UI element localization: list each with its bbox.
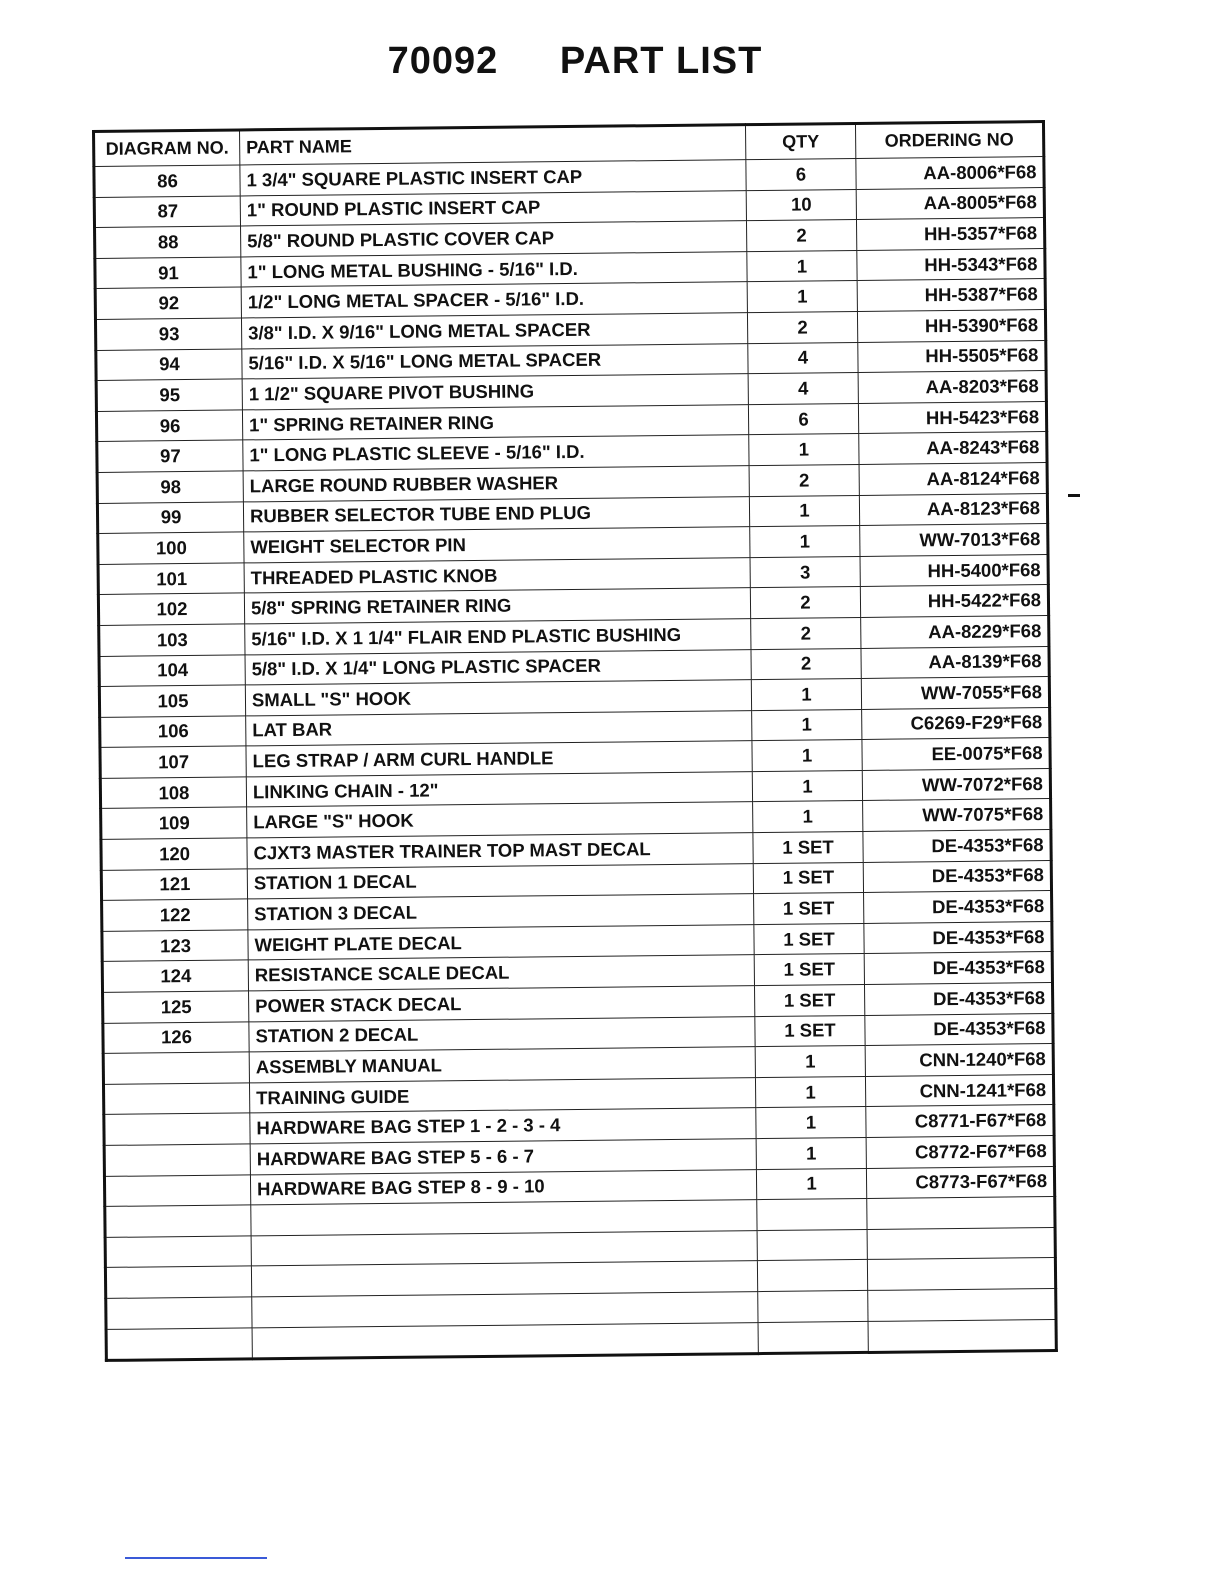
cell-diagram-no: 108	[100, 777, 246, 809]
cell-part-name: STATION 3 DECAL	[248, 894, 754, 930]
header-part-name: PART NAME	[240, 125, 746, 165]
cell-ordering-no: AA-8243*F68	[859, 432, 1047, 465]
cell-part-name: 1" LONG PLASTIC SLEEVE - 5/16" I.D.	[243, 435, 749, 471]
cell-qty: 1 SET	[754, 893, 864, 925]
cell-diagram-no: 124	[102, 960, 248, 992]
cell-diagram-no: 125	[103, 991, 249, 1023]
cell-ordering-no: DE-4353*F68	[864, 891, 1052, 924]
cell-diagram-no	[104, 1144, 250, 1176]
cell-diagram-no: 122	[102, 899, 248, 931]
cell-ordering-no: DE-4353*F68	[865, 1013, 1053, 1046]
cell-diagram-no	[103, 1052, 249, 1084]
cell-part-name: ASSEMBLY MANUAL	[249, 1047, 755, 1083]
empty-cell	[105, 1266, 251, 1298]
cell-ordering-no: CNN-1240*F68	[865, 1044, 1053, 1077]
empty-cell	[867, 1197, 1055, 1230]
footer-rule	[125, 1557, 267, 1559]
cell-ordering-no: HH-5357*F68	[856, 218, 1044, 251]
cell-part-name: HARDWARE BAG STEP 8 - 9 - 10	[250, 1169, 756, 1205]
parts-sheet	[92, 120, 1055, 1362]
cell-diagram-no: 87	[94, 196, 240, 228]
cell-diagram-no: 96	[96, 410, 242, 442]
cell-part-name: 1" SPRING RETAINER RING	[242, 404, 748, 440]
cell-ordering-no: HH-5387*F68	[857, 279, 1045, 312]
cell-qty: 4	[748, 342, 858, 374]
cell-qty: 1	[752, 709, 862, 741]
header-qty: QTY	[745, 124, 855, 160]
cell-diagram-no: 97	[97, 440, 243, 472]
parts-table	[92, 120, 1058, 1362]
cell-qty: 1	[753, 801, 863, 833]
cell-ordering-no: C8771-F67*F68	[866, 1105, 1054, 1138]
cell-qty: 1	[756, 1168, 866, 1200]
empty-cell	[758, 1290, 868, 1322]
cell-part-name: 1" LONG METAL BUSHING - 5/16" I.D.	[241, 251, 747, 287]
cell-ordering-no: AA-8124*F68	[859, 462, 1047, 495]
cell-part-name: 5/8" I.D. X 1/4" LONG PLASTIC SPACER	[245, 649, 751, 685]
cell-part-name: RESISTANCE SCALE DECAL	[248, 955, 754, 991]
empty-cell	[867, 1258, 1055, 1291]
cell-part-name: LARGE "S" HOOK	[247, 802, 753, 838]
header-diagram-no: DIAGRAM NO.	[94, 130, 240, 167]
cell-part-name: STATION 1 DECAL	[247, 863, 753, 899]
empty-cell	[757, 1199, 867, 1231]
cell-qty: 1 SET	[754, 954, 864, 986]
cell-part-name: 5/8" SPRING RETAINER RING	[244, 588, 750, 624]
cell-diagram-no: 107	[100, 746, 246, 778]
cell-qty: 1	[755, 1046, 865, 1078]
cell-ordering-no: WW-7075*F68	[863, 799, 1051, 832]
empty-cell	[106, 1297, 252, 1329]
header-ordering-no: ORDERING NO	[855, 122, 1043, 159]
cell-diagram-no: 104	[99, 654, 245, 686]
cell-qty: 1	[756, 1107, 866, 1139]
cell-part-name: STATION 2 DECAL	[249, 1016, 755, 1052]
cell-diagram-no: 101	[98, 563, 244, 595]
cell-qty: 2	[749, 464, 859, 496]
cell-qty: 2	[751, 617, 861, 649]
cell-ordering-no: AA-8229*F68	[861, 615, 1049, 648]
cell-ordering-no: HH-5423*F68	[858, 401, 1046, 434]
cell-part-name: 3/8" I.D. X 9/16" LONG METAL SPACER	[241, 313, 747, 349]
cell-qty: 2	[746, 220, 856, 252]
cell-ordering-no: C8772-F67*F68	[866, 1135, 1054, 1168]
cell-qty: 2	[751, 648, 861, 680]
cell-part-name: HARDWARE BAG STEP 1 - 2 - 3 - 4	[250, 1108, 756, 1144]
empty-cell	[868, 1288, 1056, 1321]
cell-diagram-no: 103	[99, 624, 245, 656]
cell-qty: 1 SET	[755, 1015, 865, 1047]
cell-ordering-no: HH-5505*F68	[858, 340, 1046, 373]
cell-part-name: POWER STACK DECAL	[249, 986, 755, 1022]
cell-qty: 1	[747, 250, 857, 282]
cell-ordering-no: WW-7055*F68	[861, 677, 1049, 710]
cell-ordering-no: AA-8123*F68	[859, 493, 1047, 526]
cell-diagram-no: 98	[97, 471, 243, 503]
cell-diagram-no: 88	[95, 226, 241, 258]
cell-diagram-no: 86	[94, 165, 240, 197]
cell-ordering-no: AA-8006*F68	[856, 157, 1044, 190]
cell-qty: 1 SET	[753, 862, 863, 894]
cell-qty: 4	[748, 373, 858, 405]
cell-diagram-no: 102	[98, 593, 244, 625]
cell-qty: 1	[750, 526, 860, 558]
cell-qty: 2	[747, 311, 857, 343]
cell-diagram-no	[103, 1083, 249, 1115]
cell-ordering-no: EE-0075*F68	[862, 738, 1050, 771]
cell-diagram-no: 94	[96, 349, 242, 381]
cell-ordering-no: HH-5422*F68	[860, 585, 1048, 618]
cell-part-name: LEG STRAP / ARM CURL HANDLE	[246, 741, 752, 777]
title-label: PART LIST	[559, 40, 763, 82]
cell-diagram-no: 95	[96, 379, 242, 411]
cell-part-name: RUBBER SELECTOR TUBE END PLUG	[243, 496, 749, 532]
cell-part-name: LINKING CHAIN - 12"	[246, 771, 752, 807]
cell-qty: 1 SET	[754, 923, 864, 955]
cell-part-name: 5/16" I.D. X 5/16" LONG METAL SPACER	[242, 343, 748, 379]
cell-qty: 1	[755, 1076, 865, 1108]
cell-part-name: 1/2" LONG METAL SPACER - 5/16" I.D.	[241, 282, 747, 318]
cell-qty: 3	[750, 556, 860, 588]
parts-table-body	[94, 157, 1056, 1361]
cell-qty: 6	[748, 403, 858, 435]
cell-part-name: WEIGHT PLATE DECAL	[248, 924, 754, 960]
cell-qty: 1	[752, 770, 862, 802]
cell-diagram-no	[104, 1174, 250, 1206]
cell-ordering-no: WW-7013*F68	[860, 524, 1048, 557]
cell-qty: 1	[752, 740, 862, 772]
empty-cell	[757, 1260, 867, 1292]
cell-ordering-no: HH-5400*F68	[860, 554, 1048, 587]
cell-qty: 2	[750, 587, 860, 619]
cell-diagram-no: 121	[101, 869, 247, 901]
empty-cell	[105, 1236, 251, 1268]
empty-cell	[252, 1322, 758, 1359]
margin-dash	[1068, 494, 1080, 497]
cell-ordering-no: WW-7072*F68	[862, 768, 1050, 801]
cell-part-name: TRAINING GUIDE	[249, 1077, 755, 1113]
cell-diagram-no: 100	[98, 532, 244, 564]
cell-part-name: WEIGHT SELECTOR PIN	[244, 527, 750, 563]
model-number: 70092	[387, 40, 499, 82]
cell-part-name: CJXT3 MASTER TRAINER TOP MAST DECAL	[247, 833, 753, 869]
cell-diagram-no: 93	[95, 318, 241, 350]
empty-cell	[757, 1229, 867, 1261]
cell-diagram-no: 109	[101, 807, 247, 839]
cell-ordering-no: DE-4353*F68	[864, 952, 1052, 985]
cell-qty: 10	[746, 189, 856, 221]
cell-ordering-no: DE-4353*F68	[864, 983, 1052, 1016]
cell-diagram-no: 106	[100, 716, 246, 748]
cell-part-name: LAT BAR	[246, 710, 752, 746]
cell-ordering-no: DE-4353*F68	[863, 860, 1051, 893]
cell-diagram-no: 99	[97, 501, 243, 533]
cell-qty: 1 SET	[753, 832, 863, 864]
cell-diagram-no: 92	[95, 287, 241, 319]
cell-diagram-no: 105	[99, 685, 245, 717]
cell-diagram-no	[104, 1113, 250, 1145]
cell-diagram-no: 123	[102, 930, 248, 962]
cell-ordering-no: HH-5390*F68	[857, 309, 1045, 342]
cell-part-name: LARGE ROUND RUBBER WASHER	[243, 466, 749, 502]
cell-ordering-no: HH-5343*F68	[857, 248, 1045, 281]
empty-cell	[758, 1321, 868, 1354]
empty-cell	[867, 1227, 1055, 1260]
cell-part-name: 5/8" ROUND PLASTIC COVER CAP	[241, 221, 747, 257]
cell-part-name: HARDWARE BAG STEP 5 - 6 - 7	[250, 1139, 756, 1175]
cell-ordering-no: AA-8139*F68	[861, 646, 1049, 679]
cell-part-name: 1 3/4" SQUARE PLASTIC INSERT CAP	[240, 160, 746, 196]
cell-ordering-no: C8773-F67*F68	[866, 1166, 1054, 1199]
cell-qty: 6	[746, 159, 856, 191]
empty-cell	[105, 1205, 251, 1237]
cell-ordering-no: AA-8005*F68	[856, 187, 1044, 220]
cell-part-name: 1 1/2" SQUARE PIVOT BUSHING	[242, 374, 748, 410]
cell-qty: 1	[749, 434, 859, 466]
empty-cell	[106, 1327, 252, 1360]
cell-ordering-no: C6269-F29*F68	[862, 707, 1050, 740]
cell-diagram-no: 91	[95, 257, 241, 289]
empty-cell	[868, 1319, 1056, 1353]
cell-part-name: SMALL "S" HOOK	[245, 680, 751, 716]
cell-qty: 1	[756, 1137, 866, 1169]
page-title	[0, 40, 1150, 83]
cell-qty: 1	[749, 495, 859, 527]
cell-diagram-no: 120	[101, 838, 247, 870]
cell-qty: 1	[751, 679, 861, 711]
cell-part-name: 1" ROUND PLASTIC INSERT CAP	[240, 190, 746, 226]
cell-ordering-no: CNN-1241*F68	[865, 1074, 1053, 1107]
cell-part-name: 5/16" I.D. X 1 1/4" FLAIR END PLASTIC BUSHING	[245, 619, 751, 655]
cell-ordering-no: DE-4353*F68	[863, 830, 1051, 863]
cell-ordering-no: AA-8203*F68	[858, 371, 1046, 404]
cell-ordering-no: DE-4353*F68	[864, 921, 1052, 954]
cell-diagram-no: 126	[103, 1022, 249, 1054]
cell-qty: 1	[747, 281, 857, 313]
cell-part-name: THREADED PLASTIC KNOB	[244, 557, 750, 593]
cell-qty: 1 SET	[754, 984, 864, 1016]
